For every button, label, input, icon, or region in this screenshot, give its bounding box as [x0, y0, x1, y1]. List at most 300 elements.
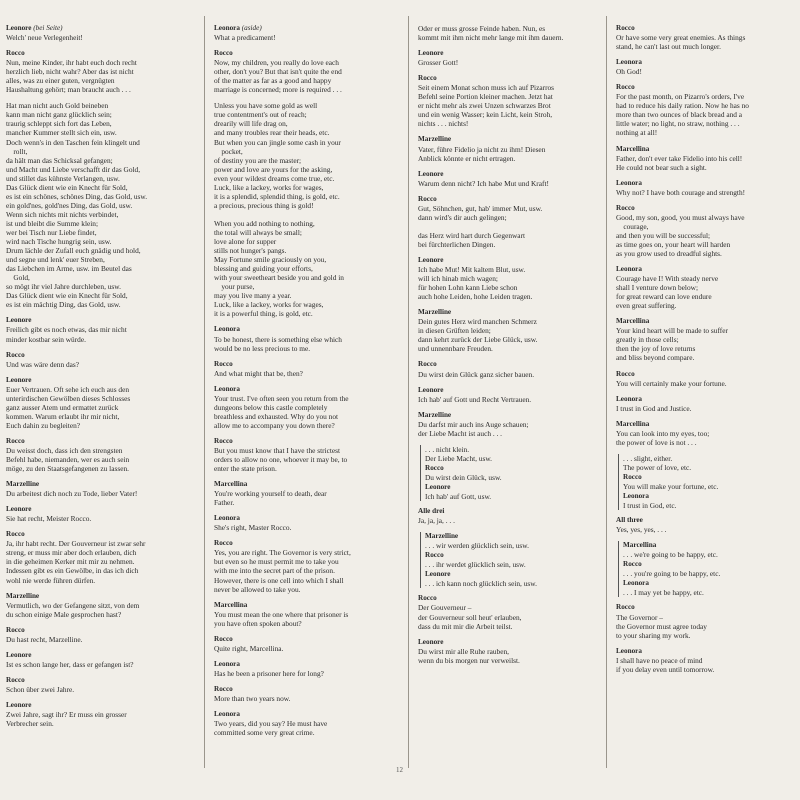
speaker-label: Rocco: [418, 594, 437, 603]
verse-line: dann kehrt zurück der Liebe Glück, usw.: [418, 335, 538, 345]
verse-line: Gold,: [6, 273, 30, 283]
speech-block: [616, 265, 800, 310]
speaker-name: [214, 49, 402, 58]
speech-block: [214, 660, 402, 678]
verse-line: with me into the secret part of the prison.: [214, 566, 335, 576]
verse-line: streng, er muss mir aber doch erlauben, dich: [6, 548, 137, 558]
verse-line: Schon über zwei Jahre.: [6, 684, 75, 694]
verse-line: Your trust. I've often seen you return from the: [214, 393, 349, 403]
speech-block: [6, 480, 194, 498]
verse-line: wer bei Tisch nur Liebe findet,: [6, 227, 97, 237]
verse-line: as you grow used to dreadful sights.: [616, 248, 722, 258]
verse-line: if you delay even until tomorrow.: [616, 664, 715, 674]
verse-line: mancher Kummer stellt sich ein, usw.: [6, 128, 117, 138]
verse-line: the Governor must agree today: [616, 621, 707, 631]
verse-line: wenn du bis morgen nur verweilst.: [418, 655, 520, 665]
speaker-label: Leonore: [418, 637, 444, 646]
speaker-label: Rocco: [623, 472, 642, 481]
verse-line: wohl nie werde führen dürfen.: [6, 575, 96, 585]
speech-block: [418, 135, 606, 162]
verse-line: with your sweetheart beside you and gold in: [214, 273, 344, 283]
verse-line: und stillet das kühnste Verlangen, usw.: [6, 173, 120, 183]
speaker-label: Rocco: [6, 436, 25, 445]
speech-block: [425, 445, 606, 463]
speaker-name: [425, 570, 606, 579]
verse-line: For the past month, on Pizarro's orders, I've: [616, 92, 745, 102]
speaker-name: [616, 603, 800, 612]
speaker-label: Leonore: [6, 650, 32, 659]
speaker-name: [214, 635, 402, 644]
verse-line: May Fortune smile graciously on you,: [214, 255, 327, 265]
speaker-label: Rocco: [214, 539, 233, 548]
speaker-label: Leonore: [418, 385, 444, 394]
verse-line: ist und bleibt die Summe klein;: [6, 218, 98, 228]
verse-line: Why not? I have both courage and strength!: [616, 187, 746, 197]
speaker-name: [214, 385, 402, 394]
speaker-name: [425, 551, 606, 560]
speaker-label: Rocco: [616, 369, 635, 378]
verse-line: to your sharing my work.: [616, 630, 691, 640]
verse-line: [214, 210, 402, 219]
speech-block: [214, 635, 402, 653]
speaker-label: Rocco: [214, 634, 233, 643]
verse-line: stills not hunger's pangs.: [214, 246, 287, 256]
verse-line: . . . you're going to be happy, etc.: [623, 569, 721, 579]
verse-line: for great reward can love endure: [616, 292, 712, 302]
speaker-label: Marzelline: [6, 591, 40, 600]
speaker-name: [616, 647, 800, 656]
speaker-label: Rocco: [6, 625, 25, 634]
verse-line: The Governor –: [616, 612, 663, 622]
speaker-name: [6, 676, 194, 685]
verse-line: But you must know that I have the strictest: [214, 445, 341, 455]
speaker-name: [214, 325, 402, 334]
speaker-label: Rocco: [623, 560, 642, 569]
verse-line: Anblick könnte er nicht ertragen.: [418, 153, 516, 163]
verse-line: herzlich lieb, nicht wahr? Aber das ist nicht: [6, 67, 134, 77]
speaker-label: Leonora: [214, 384, 240, 393]
verse-line: und unnennbare Freuden.: [418, 344, 493, 354]
verse-line: möge, zu den Staatsgefangenen zu lassen.: [6, 464, 129, 474]
verse-line: the total will always be small;: [214, 227, 302, 237]
speech-block: [6, 651, 194, 669]
speech-block: [418, 308, 606, 353]
column-divider: [204, 16, 205, 768]
verse-line: Or have some very great enemies. As things: [616, 33, 746, 43]
speech-block: [616, 145, 800, 172]
verse-line: What a predicament!: [214, 33, 276, 43]
verse-line: I trust in God and Justice.: [616, 403, 692, 413]
speaker-label: Leonora: [214, 514, 240, 523]
verse-line: Unless you have some gold as well: [214, 101, 318, 111]
verse-line: Two years, did you say? He must have: [214, 719, 328, 729]
speech-block: [616, 204, 800, 258]
speech-block: [214, 685, 402, 703]
verse-line: will ich hinab mich wagen;: [418, 274, 498, 284]
verse-line: you have often spoken about?: [214, 618, 302, 628]
verse-line: and many troubles rear their heads, etc.: [214, 128, 330, 138]
speech-block: [214, 710, 402, 737]
verse-line: She's right, Master Rocco.: [214, 523, 292, 533]
verse-line: You can look into my eyes, too;: [616, 428, 710, 438]
verse-line: Warum denn nicht? Ich habe Mut und Kraft!: [418, 178, 549, 188]
speaker-label: Marzelline: [418, 135, 452, 144]
speech-block: [616, 317, 800, 362]
verse-line: ein gold'nes, gold'nes Ding, das Gold, usw.: [6, 200, 133, 210]
verse-line: Du wirst mir alle Ruhe rauben,: [418, 646, 509, 656]
speech-block: [418, 49, 606, 67]
verse-line: allow me to accompany you down there?: [214, 420, 335, 430]
verse-line: der Liebe Macht ist auch . . .: [418, 428, 503, 438]
speaker-name: [6, 592, 194, 601]
verse-line: your purse,: [214, 282, 255, 292]
speech-block: [623, 579, 800, 597]
speech-block: [616, 647, 800, 674]
speaker-label: Rocco: [418, 194, 437, 203]
verse-line: und Macht und Liebe verschafft dir das Gold,: [6, 164, 141, 174]
column-english-2: [616, 24, 800, 681]
verse-line: Euer Vertrauen. Oft sehe ich euch aus den: [6, 384, 130, 394]
verse-line: unterirdischen Gewölben dieses Schlosses: [6, 393, 131, 403]
speech-block: [616, 370, 800, 388]
speaker-name: [214, 24, 402, 33]
verse-line: und segne und lenk' euer Streben,: [6, 255, 105, 265]
speaker-name: [418, 49, 606, 58]
speaker-name: [6, 701, 194, 710]
speaker-name: [623, 473, 800, 482]
speaker-name: [6, 626, 194, 635]
page-number: 12: [396, 766, 403, 774]
verse-line: da hält man das Schicksal gefangen;: [6, 155, 113, 165]
speaker-name: [616, 265, 800, 274]
verse-line: the power of love is not . . .: [616, 437, 697, 447]
speaker-name: [418, 195, 606, 204]
speaker-label: Leonora: [616, 178, 642, 187]
verse-line: Father.: [214, 498, 235, 508]
speech-block: [616, 603, 800, 639]
verse-line: Haushaltung gehört; man braucht auch . . .: [6, 85, 131, 95]
verse-line: Das Glück dient wie ein Knecht für Sold,: [6, 291, 128, 301]
speech-block: [6, 626, 194, 644]
speaker-label: Leonora: [616, 394, 642, 403]
verse-line: even great suffering.: [616, 301, 677, 311]
speaker-label: Leonora: [214, 24, 240, 32]
verse-line: And what might that be, then?: [214, 368, 303, 378]
speaker-label: Alle drei: [418, 507, 445, 516]
verse-line: Du hast recht, Marzelline.: [6, 634, 83, 644]
verse-line: Der Gouverneur –: [418, 603, 472, 613]
verse-line: du schon einige Male gesprochen hast?: [6, 609, 122, 619]
verse-line: Ja, ja, ja, . . .: [418, 516, 455, 526]
speaker-label: Leonora: [616, 646, 642, 655]
verse-line: Seit einem Monat schon muss ich auf Pizarros: [418, 83, 555, 93]
speech-block: [425, 570, 606, 588]
speech-block: [425, 483, 606, 501]
verse-line: Doch wenn's in den Taschen fein klingelt und: [6, 137, 140, 147]
verse-line: so mögt ihr viel Jahre durchleben, usw.: [6, 282, 121, 292]
speech-block: [623, 560, 800, 578]
verse-line: When you add nothing to nothing,: [214, 218, 315, 228]
verse-line: blessing and guiding your efforts,: [214, 264, 313, 274]
speaker-name: [616, 24, 800, 33]
speech-block: [418, 256, 606, 301]
verse-line: alles, was zu einer guten, vergnügten: [6, 76, 115, 86]
speaker-name: [418, 170, 606, 179]
verse-line: Du darfst mir auch ins Auge schauen;: [418, 419, 529, 429]
verse-line: . . . we're going to be happy, etc.: [623, 550, 718, 560]
verse-line: Du wirst dein Glück, usw.: [425, 472, 502, 482]
speech-block: [214, 101, 402, 318]
speech-block: [214, 601, 402, 628]
verse-line: Ich habe Mut! Mit kaltem Blut, usw.: [418, 265, 526, 275]
verse-line: as time goes on, your heart will harden: [616, 239, 731, 249]
speaker-label: Marcellina: [616, 419, 650, 428]
speaker-name: [6, 530, 194, 539]
verse-line: shall I venture down below;: [616, 283, 698, 293]
speaker-name: [418, 360, 606, 369]
verse-line: He could not bear such a sight.: [616, 162, 707, 172]
verse-line: Indessen gibt es ein Gewölbe, in das ich dich: [6, 566, 139, 576]
verse-line: Oh God!: [616, 67, 642, 77]
speaker-label: Marzelline: [418, 410, 452, 419]
speech-block: [214, 325, 402, 352]
speaker-label: Leonora: [623, 579, 649, 588]
verse-line: then the joy of love returns: [616, 344, 696, 354]
speaker-label: Leonore: [6, 24, 32, 32]
speaker-name: [616, 370, 800, 379]
speaker-name: [616, 145, 800, 154]
speaker-name: [6, 651, 194, 660]
speech-block: [418, 24, 606, 42]
speaker-label: Rocco: [616, 203, 635, 212]
speaker-label: Rocco: [214, 436, 233, 445]
speaker-name: [616, 317, 800, 326]
speech-block: [214, 514, 402, 532]
speaker-name: [418, 308, 606, 317]
speaker-name: [214, 514, 402, 523]
verse-line: ganz ausser Atem und ermattet zurück: [6, 402, 119, 412]
verse-line: Euch dahin zu begleiten?: [6, 420, 81, 430]
column-german-2: [418, 24, 606, 672]
speech-block: [214, 360, 402, 378]
verse-line: Quite right, Marcellina.: [214, 643, 284, 653]
speech-block: [425, 551, 606, 569]
speech-block: [6, 316, 194, 343]
verse-line: Nun, meine Kinder, ihr habt euch doch recht: [6, 58, 137, 68]
verse-line: Zwei Jahre, sagt ihr? Er muss ein grosser: [6, 710, 127, 720]
speaker-label: Leonore: [6, 316, 32, 325]
speaker-name: [623, 560, 800, 569]
speaker-name: [425, 464, 606, 473]
speaker-name: [6, 351, 194, 360]
speech-block: [6, 530, 194, 584]
speaker-name: [425, 483, 606, 492]
verse-line: More than two years now.: [214, 694, 291, 703]
verse-line: . . . wir werden glücklich sein, usw.: [425, 541, 529, 551]
verse-line: but even so he must permit me to take you: [214, 557, 339, 567]
verse-line: für hohen Lohn kann Liebe schon: [418, 283, 518, 293]
speaker-name: [418, 386, 606, 395]
speech-block: [6, 101, 194, 309]
speech-block: [214, 480, 402, 507]
verse-line: . . . slight, either.: [623, 453, 673, 463]
column-english-1: [214, 24, 402, 744]
verse-line: Der Liebe Macht, usw.: [425, 453, 493, 463]
verse-line: das Liebchen im Arme, usw. im Beutel das: [6, 264, 132, 274]
verse-line: Gut, Söhnchen, gut, hab' immer Mut, usw.: [418, 203, 543, 213]
speaker-label: Rocco: [6, 530, 25, 539]
verse-line: Has he been a prisoner here for long?: [214, 668, 324, 678]
speaker-label: Rocco: [418, 360, 437, 369]
verse-line: Now, my children, you really do love each: [214, 58, 339, 68]
verse-line: But when you can jingle some cash in your: [214, 137, 341, 147]
verse-line: Dein gutes Herz wird manchen Schmerz: [418, 317, 537, 327]
verse-line: Ich hab' auf Gott und Recht Vertrauen.: [418, 394, 532, 404]
speaker-label: Marcellina: [214, 480, 248, 489]
verse-line: dass du mit mir die Arbeit teilst.: [418, 621, 513, 631]
speech-block: [6, 351, 194, 369]
verse-line: bei fürchterlichen Dingen.: [418, 239, 496, 249]
verse-line: nichts . . . nichts!: [418, 119, 469, 129]
stage-direction: (aside): [241, 24, 262, 32]
verse-line: more than two ounces of black bread and a: [616, 110, 743, 120]
speech-block: [418, 594, 606, 630]
speaker-name: [214, 660, 402, 669]
verse-line: minder kostbar sein würde.: [6, 334, 86, 344]
column-divider: [408, 16, 409, 768]
verse-line: . . . ich kann noch glücklich sein, usw.: [425, 579, 537, 589]
speech-block: [418, 638, 606, 665]
verse-line: das Herz wird hart durch Gegenwart: [418, 230, 526, 240]
speaker-label: Leonore: [418, 255, 444, 264]
verse-line: pocket,: [214, 146, 243, 156]
verse-line: stand, he can't last out much longer.: [616, 42, 721, 52]
ensemble-bracket: [618, 541, 800, 597]
speaker-label: Leonore: [418, 49, 444, 58]
verse-line: true contentment's out of reach;: [214, 110, 307, 120]
verse-line: rollt,: [6, 146, 28, 156]
speaker-name: [214, 437, 402, 446]
speech-block: [616, 58, 800, 76]
verse-line: I shall have no peace of mind: [616, 655, 703, 665]
speaker-label: Rocco: [6, 49, 25, 58]
speaker-name: [6, 480, 194, 489]
speech-block: [616, 516, 800, 534]
verse-line: . . . nicht klein.: [425, 444, 470, 454]
verse-line: wird nach Tische hungrig sein, usw.: [6, 237, 112, 247]
speech-block: [418, 74, 606, 128]
verse-line: and then you will be successful;: [616, 230, 711, 240]
verse-line: marriage is concerned; more is required . . .: [214, 85, 342, 95]
verse-line: Vater, führe Fidelio ja nicht zu ihm! Diesen: [418, 144, 546, 154]
speaker-label: Marzelline: [6, 480, 40, 489]
verse-line: even your wildest dreams come true, etc.: [214, 173, 335, 183]
speaker-name: [418, 256, 606, 265]
speaker-label: Leonora: [616, 58, 642, 67]
speech-block: [418, 195, 606, 249]
speaker-label: Leonore: [6, 375, 32, 384]
verse-line: Drum lächle der Zufall euch gnädig und hold,: [6, 246, 141, 256]
speaker-name: [214, 539, 402, 548]
verse-line: Du weisst doch, dass ich den strengsten: [6, 445, 123, 455]
verse-line: Du arbeitest dich noch zu Tode, lieber Vater!: [6, 489, 138, 499]
speech-block: [6, 701, 194, 728]
speaker-name: [6, 376, 194, 385]
speaker-name: [616, 395, 800, 404]
speaker-label: Leonore: [6, 701, 32, 709]
speaker-name: [6, 437, 194, 446]
verse-line: Sie hat recht, Meister Rocco.: [6, 514, 92, 524]
speaker-name: [418, 135, 606, 144]
speech-block: [418, 170, 606, 188]
verse-line: never be allowed to take you.: [214, 584, 301, 594]
speaker-name: [6, 505, 194, 514]
speech-block: [6, 49, 194, 94]
verse-line: Freilich gibt es noch etwas, das mir nicht: [6, 325, 127, 335]
speech-block: [623, 492, 800, 510]
verse-line: You will certainly make your fortune.: [616, 378, 727, 388]
speech-block: [425, 464, 606, 482]
speech-block: [214, 539, 402, 593]
verse-line: I trust in God, etc.: [623, 501, 677, 511]
speaker-name: [616, 83, 800, 92]
speech-block: [6, 592, 194, 619]
speech-block: [6, 24, 194, 42]
verse-line: Befehl habe, niemanden, wer es auch sein: [6, 455, 130, 465]
verse-line: Befehl seine Portion kleiner machen. Jetzt hat: [418, 92, 553, 102]
speaker-name: [425, 532, 606, 541]
speech-block: [6, 676, 194, 694]
verse-line: Yes, you are right. The Governor is very strict,: [214, 548, 351, 558]
speaker-label: Marcellina: [616, 144, 650, 153]
speech-block: [623, 541, 800, 559]
speaker-name: [418, 411, 606, 420]
speech-block: [623, 473, 800, 491]
speaker-label: Rocco: [214, 359, 233, 368]
verse-line: Luck, like a lackey, works for wages,: [214, 300, 324, 310]
verse-line: traurig schleppt sich fort das Leben,: [6, 119, 112, 129]
speaker-name: [214, 685, 402, 694]
verse-line: in die geheimen Kerker mit mir zu nehmen.: [6, 557, 135, 567]
speaker-label: Leonore: [425, 570, 451, 579]
speaker-name: [616, 58, 800, 67]
verse-line: kann man nicht ganz glücklich sein;: [6, 110, 112, 120]
speech-block: [616, 179, 800, 197]
speaker-label: Leonora: [623, 492, 649, 501]
verse-line: Das Glück dient wie ein Knecht für Sold,: [6, 182, 128, 192]
verse-line: Grosser Gott!: [418, 58, 459, 68]
verse-line: love alone for supper: [214, 237, 277, 247]
speech-block: [616, 83, 800, 137]
speaker-name: [214, 360, 402, 369]
verse-line: other, don't you? But that isn't quite the end: [214, 67, 342, 77]
speaker-label: Rocco: [6, 350, 25, 359]
verse-line: of the matter as far as a good and happy: [214, 76, 332, 86]
speech-block: [6, 376, 194, 430]
speaker-label: Marzelline: [418, 308, 452, 317]
speech-block: [6, 505, 194, 523]
speaker-label: All three: [616, 516, 643, 525]
verse-line: dungeons below this castle completely: [214, 402, 328, 412]
column-german-1: [6, 24, 194, 735]
speaker-name: [418, 594, 606, 603]
verse-line: had to reduce his daily ration. Now he has no: [616, 101, 749, 111]
verse-line: es ist ein schönes, schönes Ding, das Gold, usw.: [6, 191, 148, 201]
speaker-label: Marcellina: [623, 541, 657, 550]
verse-line: However, there is one cell into which I shall: [214, 575, 344, 585]
speaker-name: [623, 492, 800, 501]
verse-line: power and love are yours for the asking,: [214, 164, 333, 174]
